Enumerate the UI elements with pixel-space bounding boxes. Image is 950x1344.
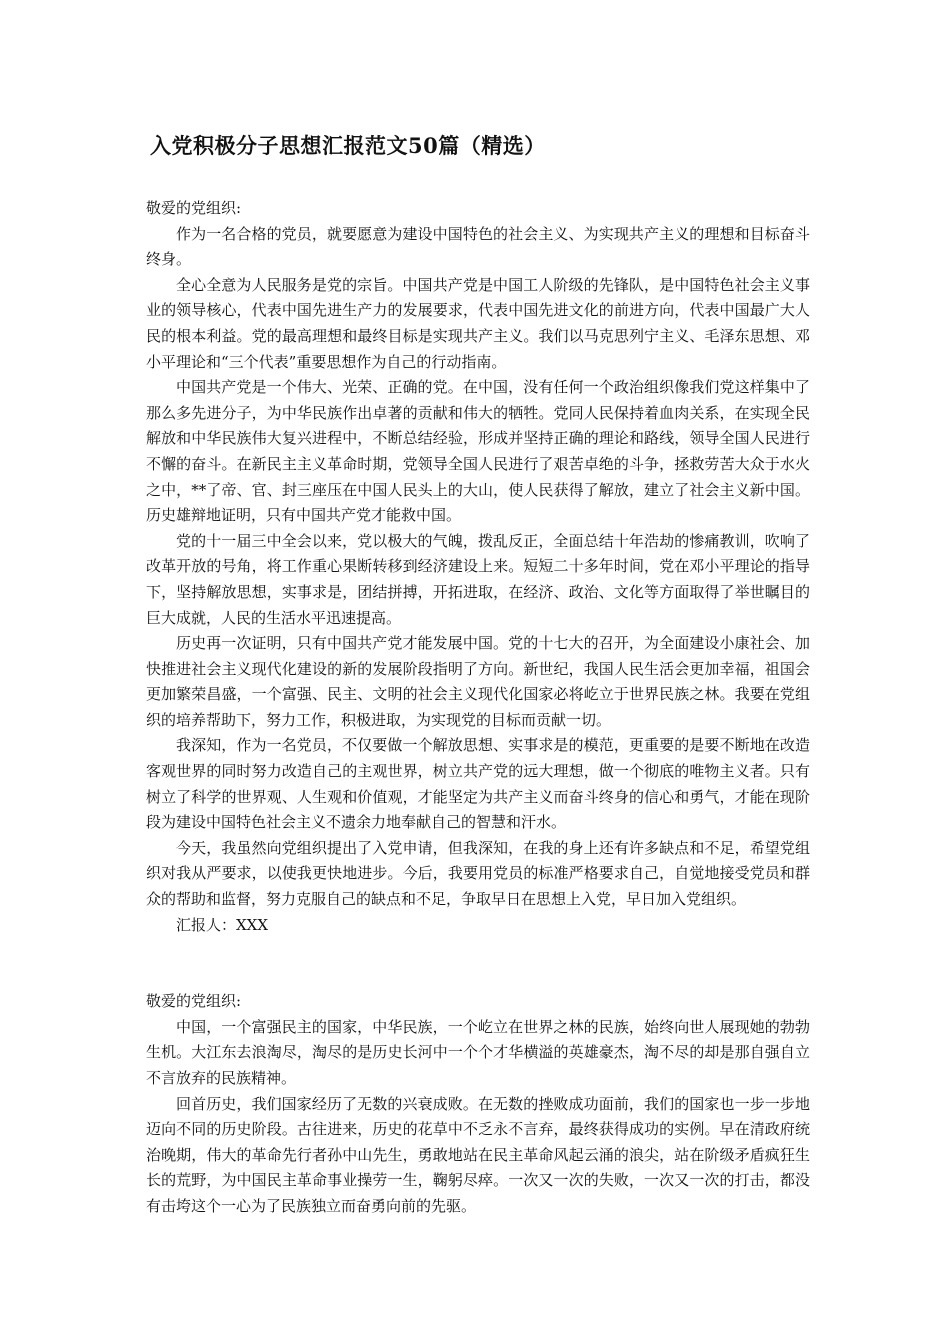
paragraph: 作为一名合格的党员，就要愿意为建设中国特色的社会主义、为实现共产主义的理想和目标奋斗终身。 xyxy=(146,224,810,269)
paragraph: 中国共产党是一个伟大、光荣、正确的党。在中国，没有任何一个政治组织像我们党这样集中了那么多先进分子，为中华民族作出卓著的贡献和伟大的牺牲。党同人民保持着血肉关系，在实现全民解放和中华民族伟大复兴进程中，不断总结经验，形成并坚持正确的理论和路线，领导全国人民进行不懈的奋斗。在新民主主义革命时期，党领导全国人民进行了艰苦卓绝的斗争，拯救劳苦大众于水火之中，**了帝、官、封三座压在中国人民头上的大山，使人民获得了解放，建立了社会主义新中国。历史雄辩地证明，只有中国共产党才能救中国。 xyxy=(146,378,810,525)
letter-1 xyxy=(146,196,810,938)
paragraph: 我深知，作为一名党员，不仅要做一个解放思想、实事求是的模范，更重要的是要不断地在改造客观世界的同时努力改造自己的主观世界，树立共产党的远大理想，做一个彻底的唯物主义者。只有树立了科学的世界观、人生观和价值观，才能坚定为共产主义而奋斗终身的信心和勇气，才能在现阶段为建设中国特色社会主义不遗余力地奉献自己的智慧和汗水。 xyxy=(146,736,810,832)
paragraph: 党的十一届三中全会以来，党以极大的气魄，拨乱反正，全面总结十年浩劫的惨痛教训，吹响了改革开放的号角，将工作重心果断转移到经济建设上来。短短二十多年时间，党在邓小平理论的指导下，坚持解放思想，实事求是，团结拼搏，开拓进取，在经济、政治、文化等方面取得了举世瞩目的巨大成就，人民的生活水平迅速提高。 xyxy=(146,531,810,627)
paragraph: 全心全意为人民服务是党的宗旨。中国共产党是中国工人阶级的先锋队，是中国特色社会主义事业的领导核心，代表中国先进生产力的发展要求，代表中国先进文化的前进方向，代表中国最广大人民的根本利益。党的最高理想和最终目标是实现共产主义。我们以马克思列宁主义、毛泽东思想、邓小平理论和“三个代表”重要思想作为自己的行动指南。 xyxy=(146,275,810,371)
section-spacer xyxy=(146,938,810,989)
salutation: 敬爱的党组织: xyxy=(146,992,242,1011)
paragraph: 历史再一次证明，只有中国共产党才能发展中国。党的十七大的召开，为全面建设小康社会、加快推进社会主义现代化建设的新的发展阶段指明了方向。新世纪，我国人民生活会更加幸福，祖国会更加繁荣昌盛，一个富强、民主、文明的社会主义现代化国家必将屹立于世界民族之林。我要在党组织的培养帮助下，努力工作，积极进取，为实现党的目标而贡献一切。 xyxy=(146,634,810,729)
paragraph: 今天，我虽然向党组织提出了入党申请，但我深知，在我的身上还有许多缺点和不足，希望党组织对我从严要求，以使我更快地进步。今后，我要用党员的标准严格要求自己，自觉地接受党员和群众的帮助和监督，努力克服自己的缺点和不足，争取早日在思想上入党，早日加入党组织。 xyxy=(146,838,810,909)
paragraph: 中国，一个富强民主的国家，中华民族，一个屹立在世界之林的民族，始终向世人展现她的勃勃生机。大江东去浪淘尽，淘尽的是历史长河中一个个才华横溢的英雄豪杰，淘不尽的却是那自强自立不言放弃的民族精神。 xyxy=(146,1017,810,1087)
letter-2 xyxy=(146,989,810,1219)
page-title: 入党积极分子思想汇报范文50篇（精选） xyxy=(150,133,546,158)
signature: 汇报人：XXX xyxy=(176,915,269,934)
document-body xyxy=(146,196,810,1220)
paragraph: 回首历史，我们国家经历了无数的兴衰成败。在无数的挫败成功面前，我们的国家也一步一步地迈向不同的历史阶段。古往进来，历史的花草中不乏永不言弃，最终获得成功的实例。早在清政府统治晚期，伟大的革命先行者孙中山先生，勇敢地站在民主革命风起云涌的浪尖，站在阶级矛盾疯狂生长的荒野，为中国民主革命事业操劳一生，鞠躬尽瘁。一次又一次的失败，一次又一次的打击，都没有击垮这个一心为了民族独立而奋勇向前的先驱。 xyxy=(146,1094,810,1215)
salutation: 敬爱的党组织: xyxy=(146,199,242,217)
